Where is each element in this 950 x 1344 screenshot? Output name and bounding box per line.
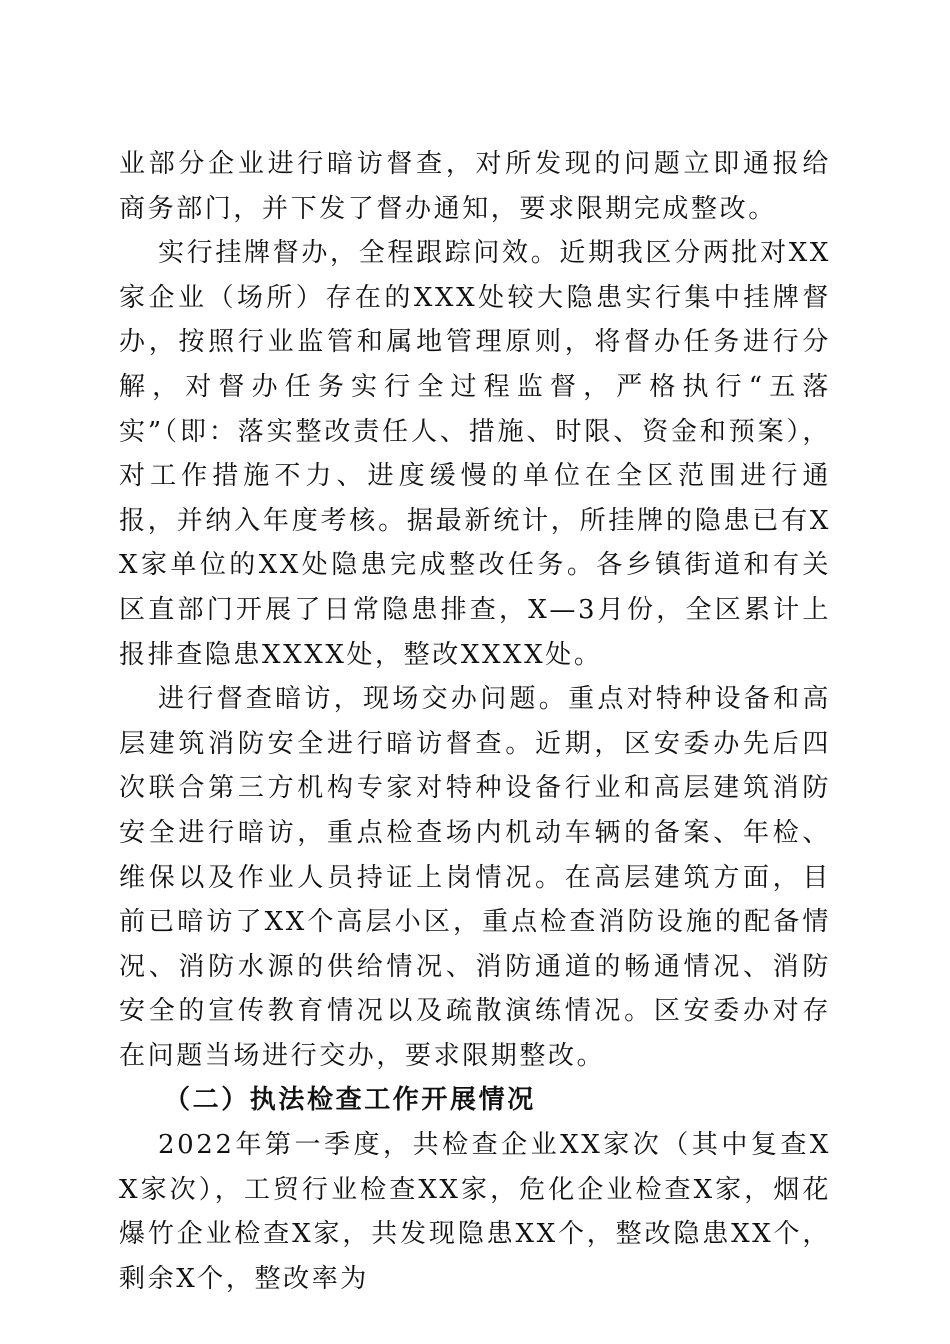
paragraph-enforcement-summary: 2022年第一季度，共检查企业XX家次（其中复查XX家次），工贸行业检查XX家，危化企业检查X家，烟花爆竹企业检查X家，共发现隐患XX个，整改隐患XX个，剩余X个，整改率为 [119, 1130, 831, 1294]
paragraph-continuation: 业部分企业进行暗访督查，对所发现的问题立即通报给商务部门，并下发了督办通知，要求限期完成整改。 [119, 149, 831, 224]
paragraph-unannounced-inspection: 进行督查暗访，现场交办问题。重点对特种设备和高层建筑消防安全进行暗访督查。近期，区安委办先后四次联合第三方机构专家对特种设备行业和高层建筑消防安全进行暗访，重点检查场内机动车辆的备案、年检、维保以及作业人员持证上岗情况。在高层建筑方面，目前已暗访了XX个高层小区，重点检查消防设施的配备情况、消防水源的供给情况、消防通道的畅通情况、消防安全的宣传教育情况以及疏散演练情况。区安委办对存在问题当场进行交办，要求限期整改。 [119, 684, 831, 1071]
paragraph-listing-supervision: 实行挂牌督办，全程跟踪问效。近期我区分两批对XX家企业（场所）存在的XXX处较大隐患实行集中挂牌督办，按照行业监管和属地管理原则，将督办任务进行分解，对督办任务实行全过程监督，严格执行“五落实”（即：落实整改责任人、措施、时限、资金和预案），对工作措施不力、进度缓慢的单位在全区范围进行通报，并纳入年度考核。据最新统计，所挂牌的隐患已有XX家单位的XX处隐患完成整改任务。各乡镇街道和有关区直部门开展了日常隐患排查，X—3月份，全区累计上报排查隐患XXXX处，整改XXXX处。 [119, 238, 831, 670]
section-heading: （二）执法检查工作开展情况 [164, 1085, 536, 1116]
document-body [119, 142, 831, 1301]
